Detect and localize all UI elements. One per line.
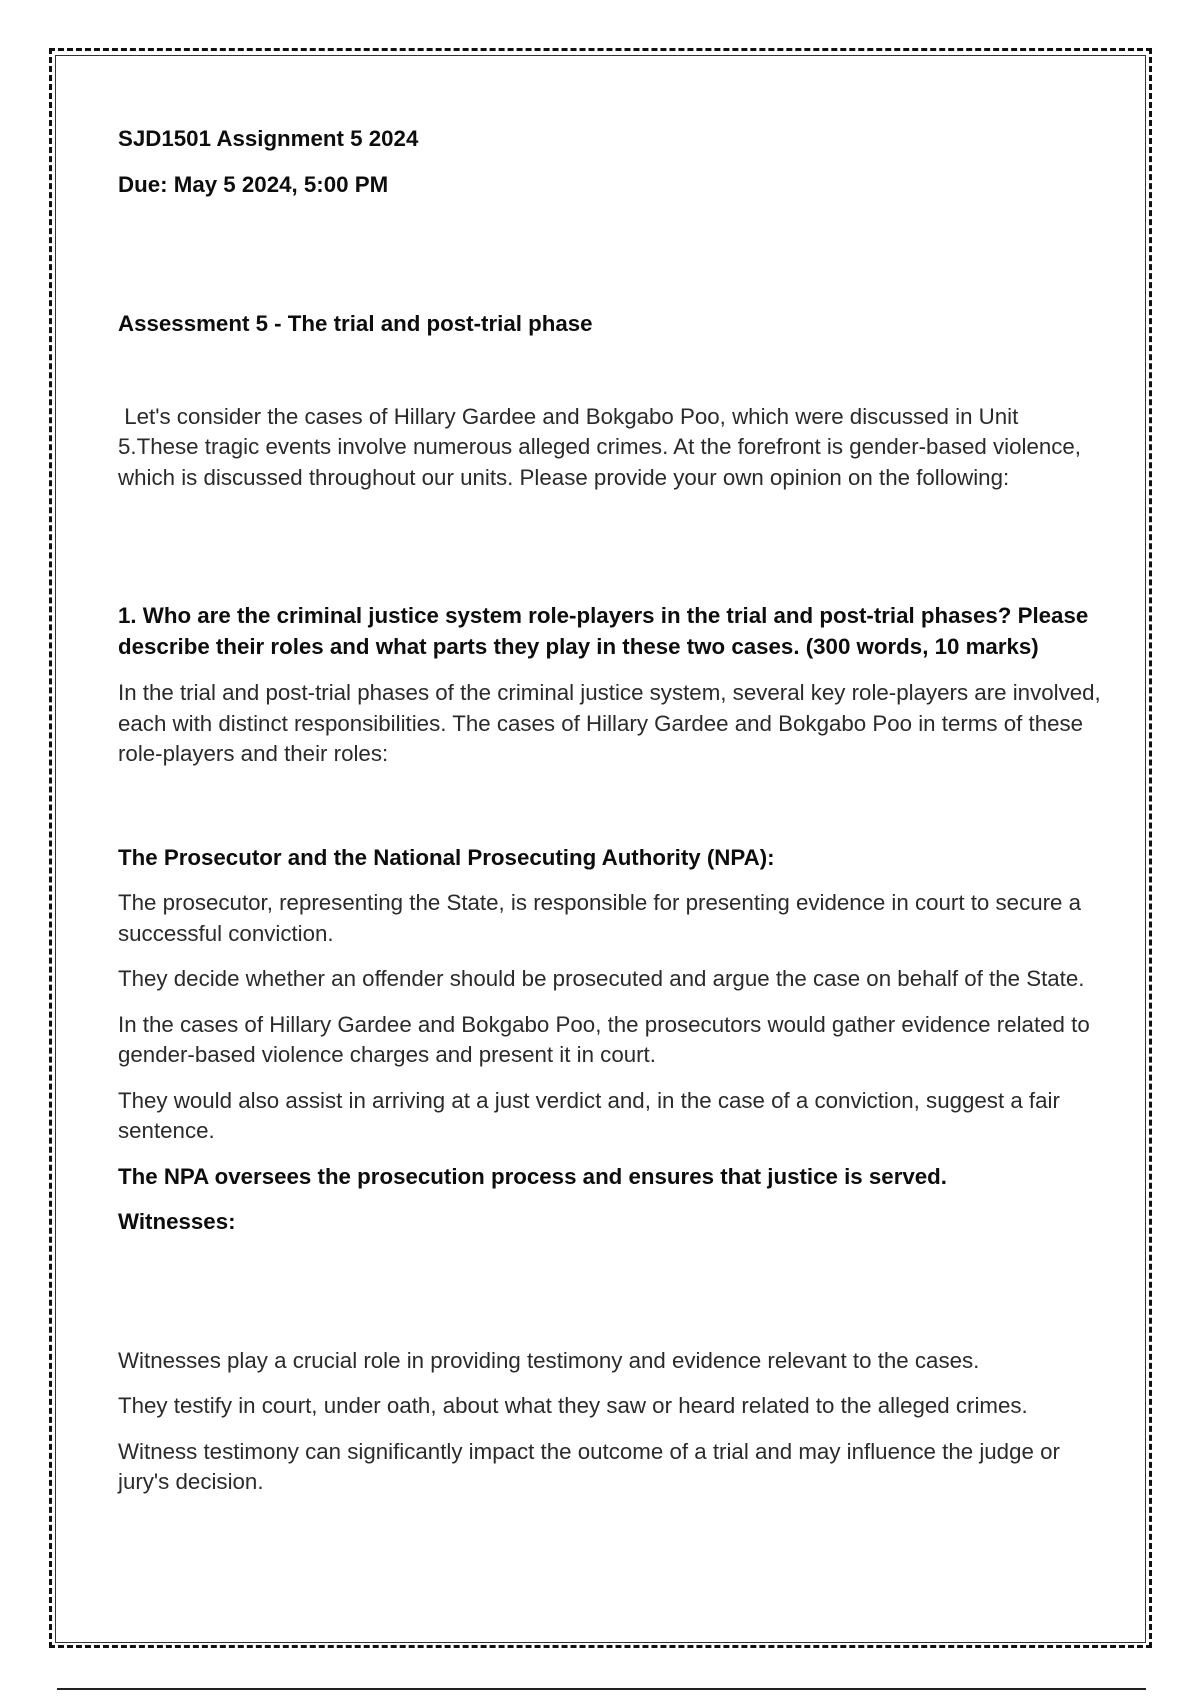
- due-date: Due: May 5 2024, 5:00 PM: [118, 171, 389, 197]
- answer-intro: In the trial and post-trial phases of the criminal justice system, several key role-players are involved, each with distinct responsibilities. The cases of Hillary Gardee and Bokgabo Poo in terms of these role-players and their roles:: [118, 680, 1101, 766]
- prosecutor-paragraph-3: In the cases of Hillary Gardee and Bokgabo Poo, the prosecutors would gather evidence related to gender-based violence charges and present it in court.: [118, 1011, 1090, 1067]
- witnesses-paragraph-2: They testify in court, under oath, about what they saw or heard related to the alleged crimes.: [118, 1393, 1028, 1418]
- witnesses-heading: Witnesses:: [118, 1209, 236, 1234]
- assessment-title: Assessment 5 - The trial and post-trial phase: [118, 311, 593, 336]
- assignment-title: SJD1501 Assignment 5 2024: [118, 126, 419, 151]
- npa-statement: The NPA oversees the prosecution process and ensures that justice is served.: [118, 1163, 947, 1189]
- question-1: 1. Who are the criminal justice system role-players in the trial and post-trial phases? Please describe their roles and what parts they play in these two cases. (300 words, 10 marks): [118, 603, 1089, 659]
- prosecutor-paragraph-2: They decide whether an offender should be prosecuted and argue the case on behalf of the State.: [118, 966, 1085, 991]
- prosecutor-paragraph-4: They would also assist in arriving at a just verdict and, in the case of a conviction, suggest a fair sentence.: [118, 1087, 1060, 1143]
- prosecutor-paragraph-1: The prosecutor, representing the State, is responsible for presenting evidence in court to secure a successful conviction.: [118, 890, 1082, 946]
- intro-paragraph: Let's consider the cases of Hillary Gardee and Bokgabo Poo, which were discussed in Unit 5.These tragic events involve numerous alleged crimes. At the forefront is gender-based violence, which is discussed throughout our units. Please provide your own opinion on the following:: [118, 403, 1088, 490]
- prosecutor-heading: The Prosecutor and the National Prosecuting Authority (NPA):: [118, 844, 775, 870]
- document-body: [118, 124, 1103, 1498]
- bottom-rule: [57, 1688, 1146, 1690]
- witnesses-paragraph-3: Witness testimony can significantly impact the outcome of a trial and may influence the judge or jury's decision.: [118, 1438, 1060, 1494]
- witnesses-paragraph-1: Witnesses play a crucial role in providing testimony and evidence relevant to the cases.: [118, 1347, 980, 1373]
